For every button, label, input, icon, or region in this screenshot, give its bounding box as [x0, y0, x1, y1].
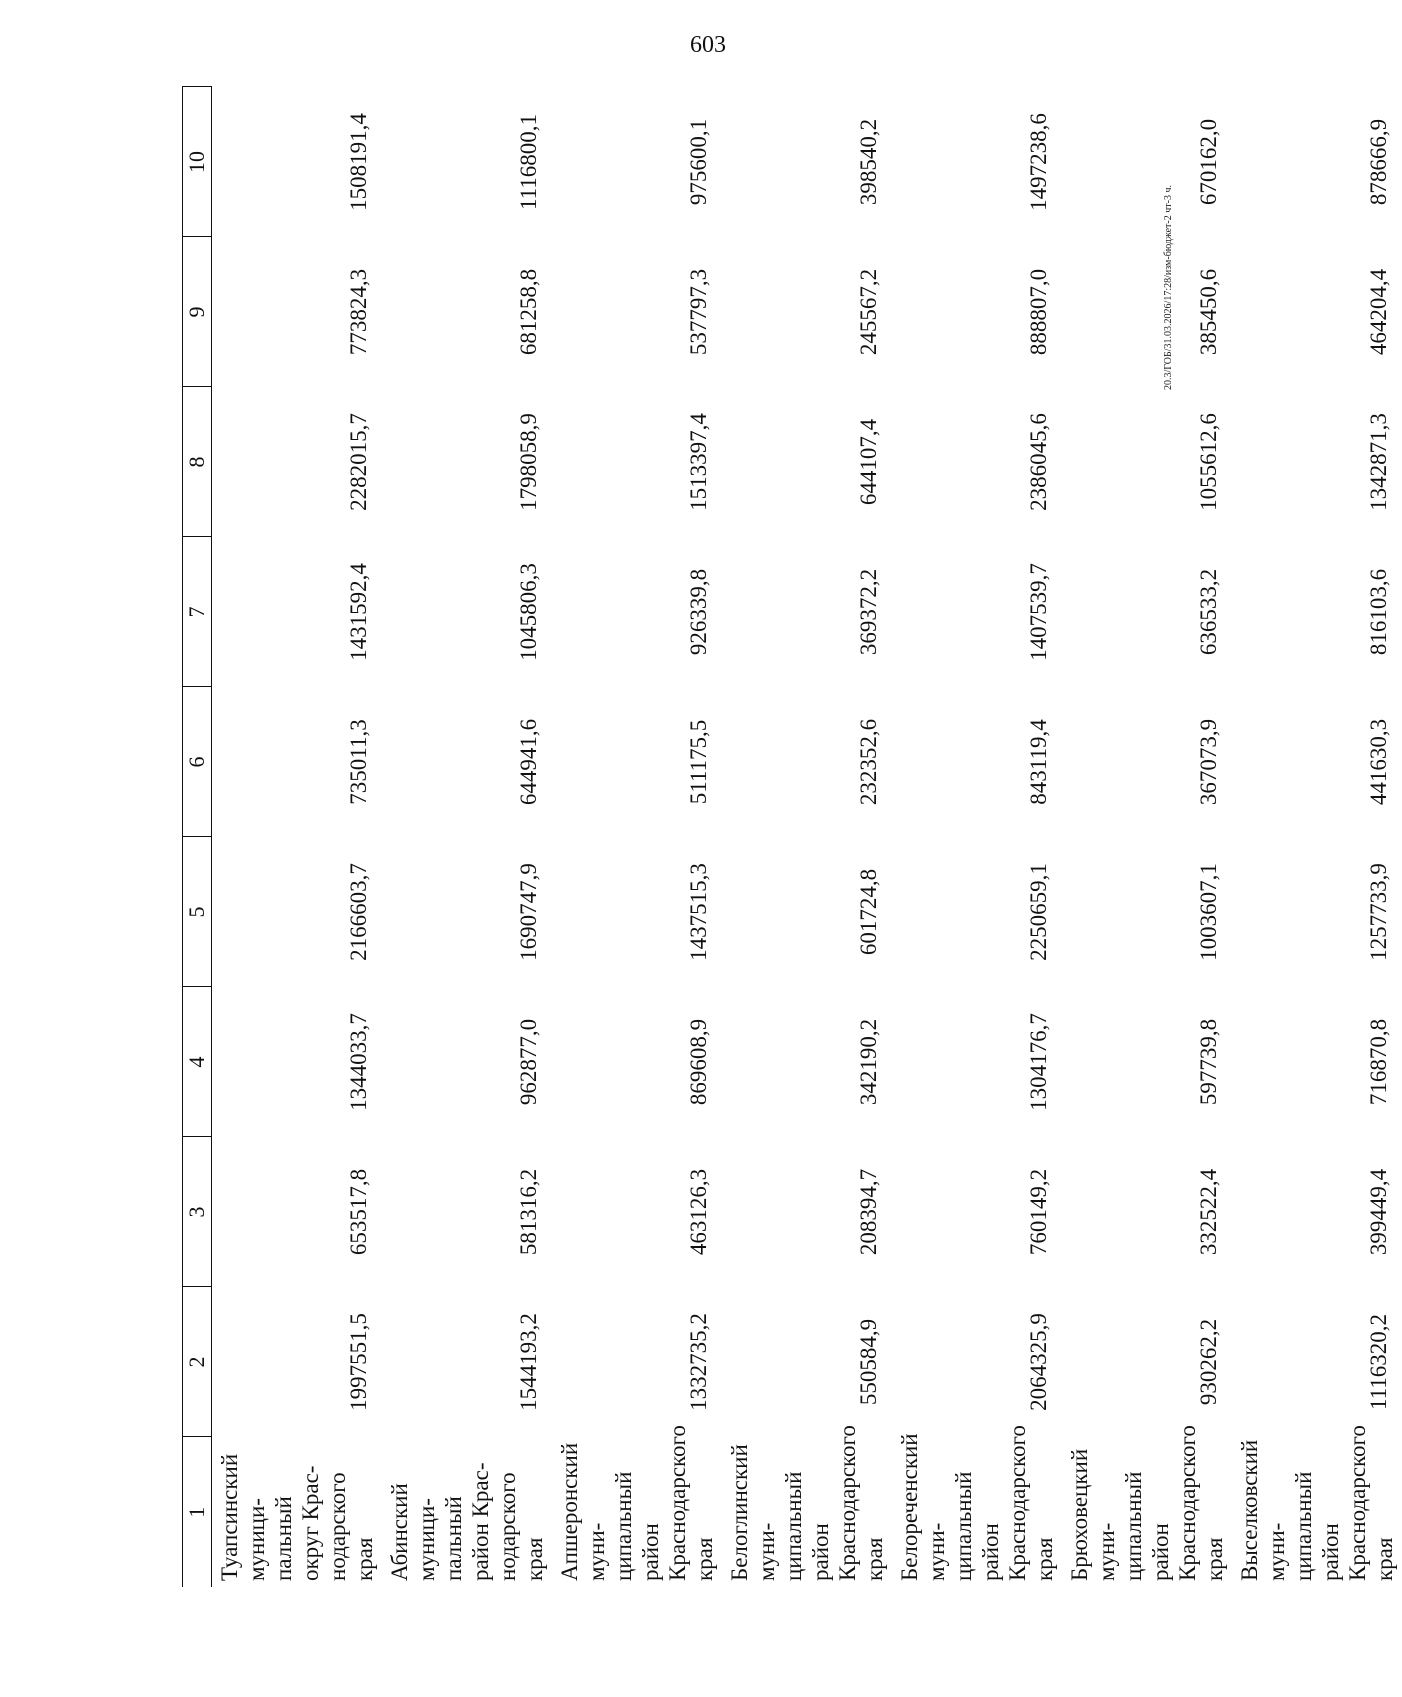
name-line: Краснодарского края	[1005, 1425, 1057, 1581]
value-cell: 1342871,3	[1366, 413, 1391, 511]
name-line: пальный район Крас-	[441, 1462, 493, 1581]
value-cell: 342190,2	[856, 1018, 881, 1106]
value-cell: 550584,9	[856, 1318, 881, 1406]
value-cell: 1304176,7	[1026, 1013, 1051, 1111]
value-cell: 369372,2	[856, 568, 881, 656]
value-cell: 1437515,3	[686, 863, 711, 961]
value-cell: 1690747,9	[516, 863, 541, 961]
name-line: Краснодарского края	[665, 1425, 717, 1581]
value-cell: 245567,2	[856, 268, 881, 356]
municipality-name	[1232, 1425, 1402, 1587]
municipality-name	[1062, 1425, 1232, 1587]
column-header: 1	[183, 1437, 212, 1587]
value-cell: 975600,1	[686, 118, 711, 206]
value-cell: 601724,8	[856, 868, 881, 956]
value-cell: 926339,8	[686, 568, 711, 656]
value-cell: 653517,8	[346, 1168, 371, 1256]
value-cell: 760149,2	[1026, 1168, 1051, 1256]
budget-table	[182, 87, 1402, 1588]
value-cell: 398540,2	[856, 118, 881, 206]
value-cell: 399449,4	[1366, 1168, 1391, 1256]
value-cell: 681258,8	[516, 268, 541, 356]
page-number: 603	[690, 32, 726, 58]
table-row	[1232, 87, 1402, 1587]
name-line: пальный округ Крас-	[271, 1465, 323, 1581]
column-header: 4	[183, 987, 212, 1137]
value-cell: 464204,4	[1366, 268, 1391, 356]
table-row	[892, 87, 1062, 1587]
column-header: 9	[183, 237, 212, 387]
value-cell: 1055612,6	[1196, 413, 1221, 511]
name-line: ципальный район	[1291, 1471, 1343, 1581]
value-cell: 1544193,2	[516, 1313, 541, 1411]
name-line: ципальный район	[611, 1471, 663, 1581]
value-cell: 332522,4	[1196, 1168, 1221, 1256]
name-line: Апшеронский муни-	[557, 1442, 609, 1581]
value-cell: 1513397,4	[686, 413, 711, 511]
name-line: Белоглинский муни-	[727, 1444, 779, 1581]
value-cell: 1997551,5	[346, 1313, 371, 1411]
column-header: 10	[183, 87, 212, 237]
value-cell: 597739,8	[1196, 1018, 1221, 1106]
municipality-name	[552, 1425, 722, 1587]
value-cell: 636533,2	[1196, 568, 1221, 656]
value-cell: 2064325,9	[1026, 1313, 1051, 1411]
value-cell: 816103,6	[1366, 568, 1391, 656]
column-header: 7	[183, 537, 212, 687]
name-line: нодарского края	[325, 1472, 377, 1581]
value-cell: 670162,0	[1196, 118, 1221, 206]
document-code-text: 20.3/ГОБ/31.03.2026/17:28/изм-бюджет-2 чт-3 ч.	[1163, 184, 1174, 390]
value-cell: 2282015,7	[346, 413, 371, 511]
value-cell: 888807,0	[1026, 268, 1051, 356]
value-cell: 869608,9	[686, 1018, 711, 1106]
value-cell: 1045806,3	[516, 563, 541, 661]
value-cell: 537797,3	[686, 268, 711, 356]
table-row	[212, 87, 383, 1587]
value-cell: 878666,9	[1366, 118, 1391, 206]
value-cell: 2166603,7	[346, 863, 371, 961]
name-line: ципальный район	[951, 1471, 1003, 1581]
value-cell: 1003607,1	[1196, 863, 1221, 961]
value-cell: 644941,6	[516, 718, 541, 806]
value-cell: 930262,2	[1196, 1318, 1221, 1406]
name-line: Белореченский муни-	[897, 1433, 949, 1581]
value-cell: 1116800,1	[516, 113, 541, 211]
name-line: Брюховецкий муни-	[1067, 1448, 1119, 1581]
value-cell: 2386045,6	[1026, 413, 1051, 511]
table-row	[722, 87, 892, 1587]
value-cell: 1407539,7	[1026, 563, 1051, 661]
value-cell: 962877,0	[516, 1018, 541, 1106]
column-header: 5	[183, 837, 212, 987]
name-line: Абинский муници-	[387, 1483, 439, 1581]
value-cell: 716870,8	[1366, 1018, 1391, 1106]
value-cell: 1344033,7	[346, 1013, 371, 1111]
value-cell: 232352,6	[856, 718, 881, 806]
value-cell: 773824,3	[346, 268, 371, 356]
value-cell: 843119,4	[1026, 719, 1051, 805]
name-line: ципальный район	[781, 1471, 833, 1581]
value-cell: 1431592,4	[346, 563, 371, 661]
column-header: 6	[183, 687, 212, 837]
value-cell: 1508191,4	[346, 113, 371, 211]
column-header: 3	[183, 1137, 212, 1287]
value-cell: 1257733,9	[1366, 863, 1391, 961]
value-cell: 581316,2	[516, 1168, 541, 1256]
column-header: 2	[183, 1287, 212, 1437]
column-header: 8	[183, 387, 212, 537]
municipality-name	[892, 1425, 1062, 1587]
name-line: Краснодарского края	[1175, 1425, 1227, 1581]
value-cell: 208394,7	[856, 1168, 881, 1256]
table-row	[1062, 87, 1232, 1587]
value-cell: 511175,5	[686, 719, 711, 805]
value-cell: 644107,4	[856, 418, 881, 506]
value-cell: 463126,3	[686, 1168, 711, 1256]
value-cell: 385450,6	[1196, 268, 1221, 356]
value-cell: 1798058,9	[516, 413, 541, 511]
value-cell: 2250659,1	[1026, 863, 1051, 961]
value-cell: 1497238,6	[1026, 113, 1051, 211]
municipality-name	[722, 1425, 892, 1587]
table-row	[552, 87, 722, 1587]
table-header-row	[183, 87, 212, 1587]
value-cell: 367073,9	[1196, 718, 1221, 806]
name-line: Выселковский муни-	[1237, 1439, 1289, 1581]
table-row	[382, 87, 552, 1587]
municipality-name	[212, 1437, 383, 1587]
name-line: Краснодарского края	[1345, 1425, 1397, 1581]
value-cell: 1116320,2	[1366, 1313, 1391, 1411]
value-cell: 1332735,2	[686, 1313, 711, 1411]
name-line: ципальный район	[1121, 1471, 1173, 1581]
name-line: Краснодарского края	[835, 1425, 887, 1581]
name-line: нодарского края	[495, 1472, 547, 1581]
value-cell: 441630,3	[1366, 718, 1391, 806]
value-cell: 735011,3	[346, 719, 371, 805]
municipality-name	[382, 1437, 552, 1587]
name-line: Туапсинский муници-	[217, 1453, 269, 1581]
